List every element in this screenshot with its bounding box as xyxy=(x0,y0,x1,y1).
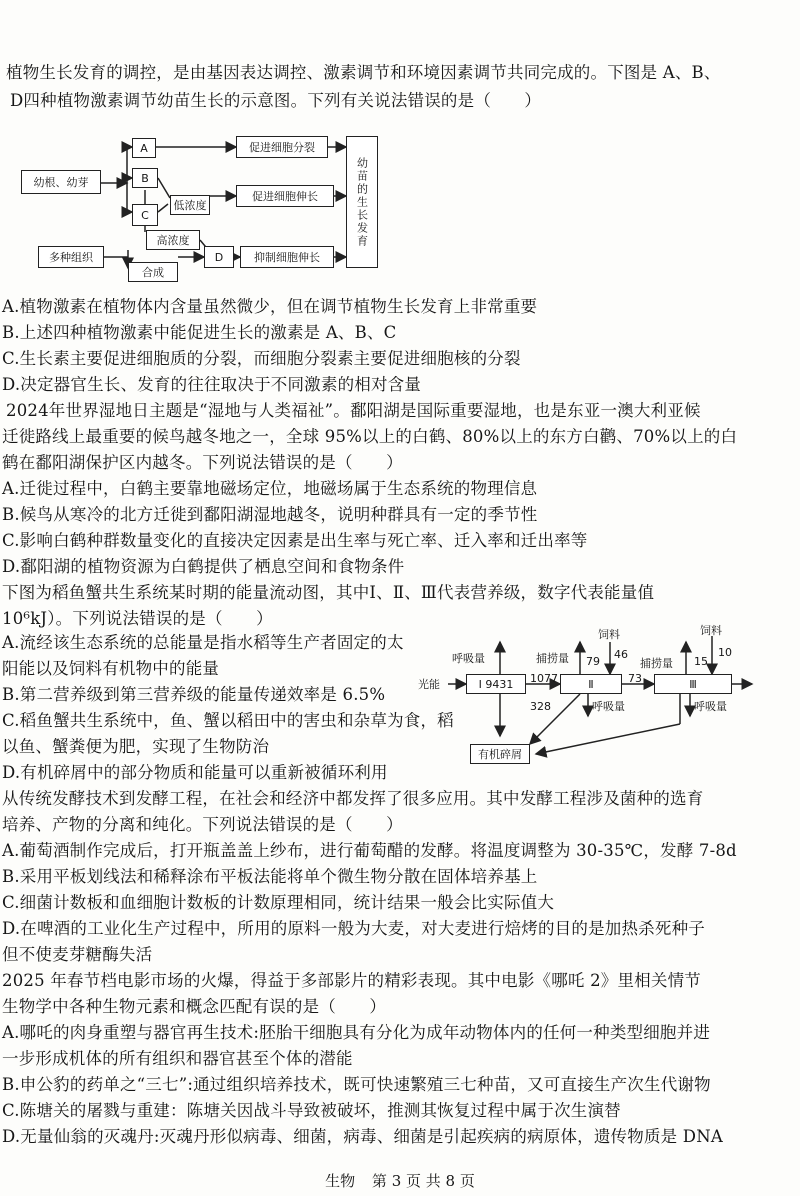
option-d: D.在啤酒的工业化生产过程中，所用的原料一般为大麦，对大麦进行焙烤的目的是加热杀死种子 xyxy=(2,919,705,938)
option-a: A.迁徙过程中，白鹤主要靠地磁场定位，地磁场属于生态系统的物理信息 xyxy=(2,479,538,498)
synthesis-label: 合成 xyxy=(128,262,178,282)
light-energy-label: 光能 xyxy=(418,678,440,691)
question-stem-line: 2025 年春节档电影市场的火爆，得益于多部影片的精彩表现。其中电影《哪吒 2》里相关情节 xyxy=(2,971,701,990)
option-d: D.有机碎屑中的部分物质和能量可以重新被循环利用 xyxy=(2,763,388,782)
level-1-box: Ⅰ 9431 xyxy=(466,674,526,694)
question-stem-line: 鹤在鄱阳湖保护区内越冬。下列说法错误的是（ ） xyxy=(2,453,403,472)
option-c: C.稻鱼蟹共生系统中，鱼、蟹以稻田中的害虫和杂草为食，稻 xyxy=(2,711,454,730)
option-d-cont: 但不使麦芽糖酶失活 xyxy=(2,945,153,964)
source-tissues: 多种组织 xyxy=(38,246,104,268)
option-b: B.候鸟从寒冷的北方迁徙到鄱阳湖湿地越冬，说明种群具有一定的季节性 xyxy=(2,505,538,524)
level-2-feed-label: 饲料 xyxy=(598,628,620,641)
level-3-catch-value: 15 xyxy=(694,655,708,668)
level-2-catch-label: 捕捞量 xyxy=(536,652,569,665)
flow-1-2-value: 1077 xyxy=(530,672,558,685)
option-c: C.生长素主要促进细胞质的分裂，而细胞分裂素主要促进细胞核的分裂 xyxy=(2,349,521,368)
option-b: B.申公豹的药单之“三七”:通过组织培养技术，既可快速繁殖三七种苗，又可直接生产次生代谢物 xyxy=(2,1075,711,1094)
flow-2-3-value: 73 xyxy=(628,672,642,685)
level-2-catch-value: 79 xyxy=(586,655,600,668)
option-c: C.影响白鹤种群数量变化的直接决定因素是出生率与死亡率、迁入率和迁出率等 xyxy=(2,531,588,550)
option-c-cont: 以鱼、蟹粪便为肥，实现了生物防治 xyxy=(2,737,270,756)
option-a: A.植物激素在植物体内含量虽然微少，但在调节植物生长发育上非常重要 xyxy=(2,297,538,316)
option-c: C.陈塘关的屠戮与重建：陈塘关因战斗导致被破坏，推测其恢复过程中属于次生演替 xyxy=(2,1101,621,1120)
hormone-a-box: A xyxy=(132,138,156,158)
source-young-root-bud: 幼根、幼芽 xyxy=(21,170,101,194)
option-d: D.无量仙翁的灭魂丹:灭魂丹形似病毒、细菌，病毒、细菌是引起疾病的病原体，遗传物质是 DNA xyxy=(2,1127,723,1146)
option-b: B.采用平板划线法和稀释涂布平板法能将单个微生物分散在固体培养基上 xyxy=(2,867,538,886)
option-a: A.葡萄酒制作完成后，打开瓶盖盖上纱布，进行葡萄醋的发酵。将温度调整为 30-35℃，发酵 7-8d xyxy=(2,841,737,860)
option-c: C.细菌计数板和血细胞计数板的计数原理相同，统计结果一般会比实际值大 xyxy=(2,893,555,912)
subject-label: 生物 xyxy=(325,1172,356,1190)
option-a-cont: 一步形成机体的所有组织和器官甚至个体的潜能 xyxy=(2,1049,353,1068)
question-stem-line: 生物学中各种生物元素和概念匹配有误的是（ ） xyxy=(2,997,387,1016)
question-stem-line: 2024年世界湿地日主题是“湿地与人类福祉”。鄱阳湖是国际重要湿地，也是东亚一澳大利亚候 xyxy=(6,401,701,420)
effect-promote-elongation: 促进细胞伸长 xyxy=(236,185,334,207)
question-stem-line: 10⁶kJ）。下列说法错误的是（ ） xyxy=(2,609,273,628)
high-concentration-label: 高浓度 xyxy=(146,230,200,250)
option-a: A.哪吒的肉身重塑与器官再生技术:胚胎干细胞具有分化为成年动物体内的任何一种类型细胞并进 xyxy=(2,1023,711,1042)
option-b: B.上述四种植物激素中能促进生长的激素是 A、B、C xyxy=(2,323,397,342)
page-footer xyxy=(0,1170,800,1191)
level-2-box: Ⅱ xyxy=(560,674,622,694)
level-3-respiration-label: 呼吸量 xyxy=(694,700,727,713)
hormone-b-box: B xyxy=(132,168,158,188)
option-d: D.决定器官生长、发育的往往取决于不同激素的相对含量 xyxy=(2,375,422,394)
effect-promote-division: 促进细胞分裂 xyxy=(236,136,328,158)
level-1-respiration-label: 呼吸量 xyxy=(452,652,485,665)
level-3-box: Ⅲ xyxy=(654,674,732,694)
hormone-d-box: D xyxy=(204,246,234,268)
level-3-feed-label: 饲料 xyxy=(700,624,722,637)
question-stem-line: 植物生长发育的调控，是由基因表达调控、激素调节和环境因素调节共同完成的。下图是 A、B、 xyxy=(6,63,721,82)
option-a: A.流经该生态系统的总能量是指水稻等生产者固定的太 xyxy=(2,633,404,652)
level-2-respiration-label: 呼吸量 xyxy=(592,700,625,713)
page-number: 第 3 页 共 8 页 xyxy=(371,1172,475,1190)
level-2-feed-value: 46 xyxy=(614,648,628,661)
option-a-cont: 阳能以及饲料有机物中的能量 xyxy=(2,659,220,678)
question-stem-line: 下图为稻鱼蟹共生系统某时期的能量流动图，其中Ⅰ、Ⅱ、Ⅲ代表营养级，数字代表能量值 xyxy=(2,583,655,602)
question-stem-line: 从传统发酵技术到发酵工程，在社会和经济中都发挥了很多应用。其中发酵工程涉及菌种的选育 xyxy=(2,789,704,808)
hormone-c-box: C xyxy=(132,204,158,226)
low-concentration-label: 低浓度 xyxy=(170,195,210,215)
question-stem-line: 培养、产物的分离和纯化。下列说法错误的是（ ） xyxy=(2,815,403,834)
detritus-box: 有机碎屑 xyxy=(470,744,530,764)
seedling-growth-box: 幼苗的生长发育 xyxy=(346,136,378,268)
question-stem-line: D四种植物激素调节幼苗生长的示意图。下列有关说法错误的是（ ） xyxy=(10,91,542,110)
effect-inhibit-elongation: 抑制细胞伸长 xyxy=(240,246,334,268)
level-3-feed-value: 10 xyxy=(718,646,732,659)
option-d: D.鄱阳湖的植物资源为白鹤提供了栖息空间和食物条件 xyxy=(2,557,405,576)
question-stem-line: 迁徙路线上最重要的候鸟越冬地之一，全球 95%以上的白鹤、80%以上的东方白鹳、70%以上的白 xyxy=(2,427,738,446)
level-3-catch-label: 捕捞量 xyxy=(640,657,673,670)
option-b: B.第二营养级到第三营养级的能量传递效率是 6.5% xyxy=(2,685,386,704)
flow-1-detritus-value: 328 xyxy=(530,700,551,713)
